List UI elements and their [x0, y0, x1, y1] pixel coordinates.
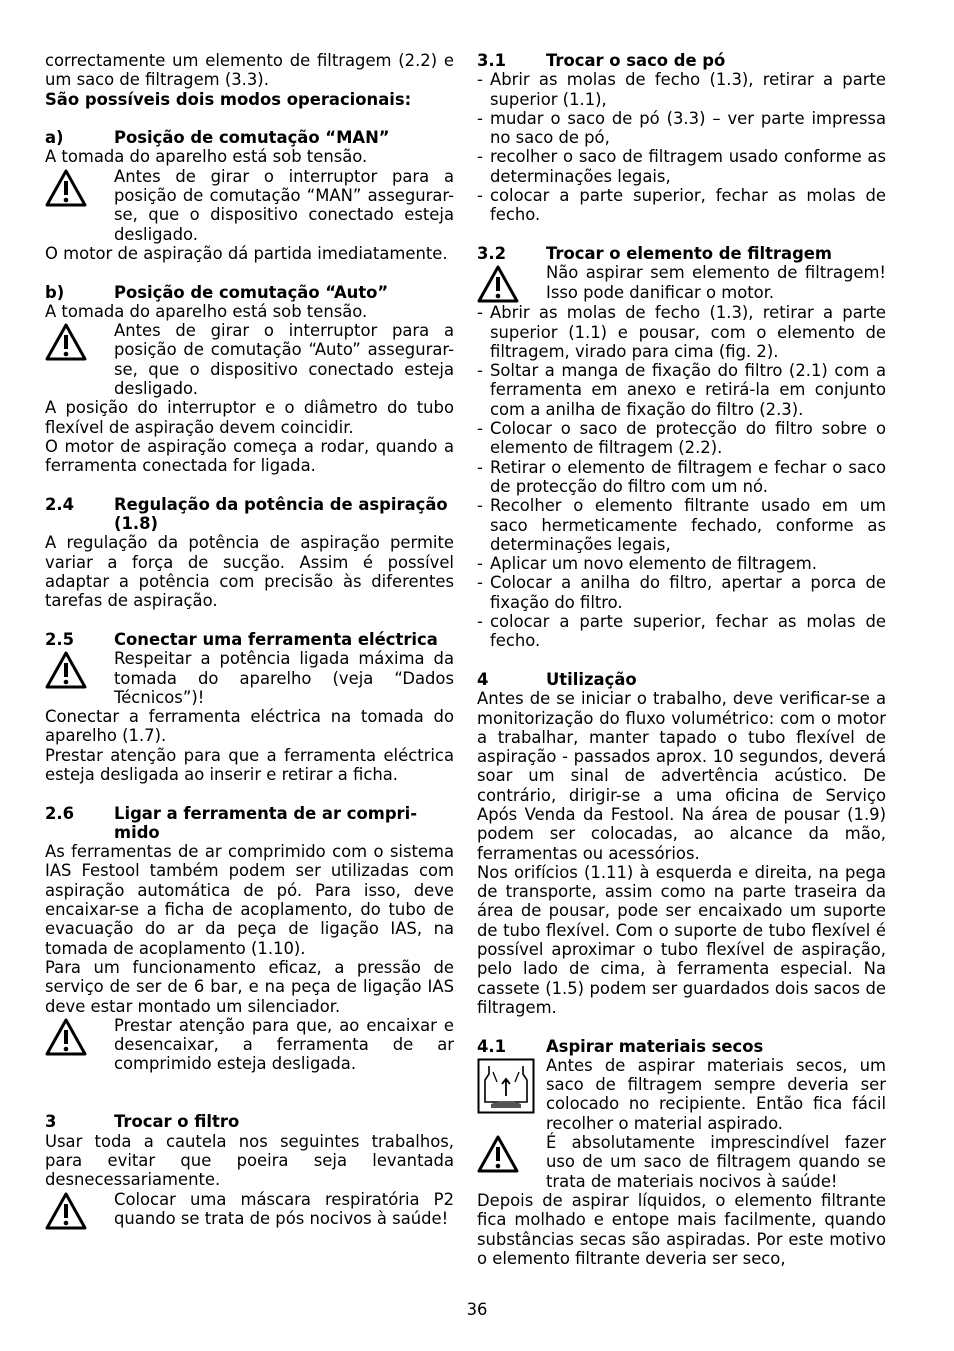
filter-bag-icon	[477, 1056, 546, 1114]
right-column	[477, 51, 886, 1268]
list-item: - colocar a parte superior, fechar as molas de fecho.	[477, 186, 886, 225]
heading-4-title: Utilização	[546, 669, 637, 689]
b-line: A tomada do aparelho está sob tensão.	[45, 301, 368, 321]
heading-2-5-title: Conectar uma ferramenta eléctrica	[114, 629, 438, 649]
heading-2-5-number: 2.5	[45, 629, 75, 649]
heading-2-6	[45, 804, 454, 843]
section-2-5-text-1: Conectar a ferramenta eléctrica na tomada do aparelho (1.7).	[45, 707, 454, 746]
section-3-text: Usar toda a cautela nos seguintes trabalhos, para evitar que poeira seja levantada desnecessariamente.	[45, 1131, 454, 1190]
warning-text-2-5: Respeitar a potência ligada máxima da tomada do aparelho (veja “Dados Técnicos”)!	[114, 649, 454, 707]
heading-4-1	[477, 1037, 886, 1056]
left-column	[45, 51, 454, 1230]
heading-3-title: Trocar o filtro	[114, 1112, 240, 1132]
list-3-1	[477, 70, 886, 224]
list-item: - Abrir as molas de fecho (1.3), retirar a parte superior (1.1),	[477, 70, 886, 109]
heading-3-2	[477, 244, 886, 263]
dash: -	[477, 70, 483, 90]
heading-3-1	[477, 51, 886, 70]
heading-2-5	[45, 630, 454, 649]
list-item: - colocar a parte superior, fechar as molas de fecho.	[477, 612, 886, 651]
section-2-4-text: A regulação da potência de aspiração permite variar a força de sucção. Assim é possível adaptar a potência com precisão às diferentes tarefas de aspiração.	[45, 533, 454, 611]
intro-text: correctamente um elemento de filtragem (2.2) e um saco de filtragem (3.3).	[45, 51, 454, 90]
section-2-5-text-2: Prestar atenção para que a ferramenta eléctrica esteja desligada ao inserir e retirar a ficha.	[45, 745, 454, 784]
heading-b	[45, 283, 454, 302]
dash: -	[477, 361, 483, 381]
dash: -	[477, 303, 483, 323]
heading-4-1-number: 4.1	[477, 1036, 507, 1056]
heading-2-6-number: 2.6	[45, 803, 75, 823]
heading-3-2-title: Trocar o elemento de filtragem	[546, 243, 833, 263]
warning-text-4-1: É absolutamente imprescindível fazer uso de um saco de filtragem quando se trata de materiais nocivos à saúde!	[546, 1133, 886, 1191]
list-item: - Soltar a manga de fixação do filtro (2.1) com a ferramenta em anexo e retirá-la em conjunto com a anilha de fixação do filtro (2.3).	[477, 361, 886, 419]
heading-a-title: Posição de comutação “MAN”	[114, 128, 390, 148]
list-item: - Recolher o elemento filtrante usado em um saco hermeticamente fechado, conforme as determinações legais,	[477, 496, 886, 554]
dash: -	[477, 419, 483, 439]
warning-icon	[477, 1133, 546, 1173]
heading-4-number: 4	[477, 669, 489, 689]
page-number: 36	[466, 1300, 488, 1319]
list-item: - mudar o saco de pó (3.3) – ver parte impressa no saco de pó,	[477, 108, 886, 148]
heading-a-number: a)	[45, 128, 64, 148]
section-4-text-1: Antes de se iniciar o trabalho, deve verificar-se a monitorização do fluxo volumétrico: com o motor a trabalhar, manter tapado o tubo flexível de aspiração - passados aprox. 10 segundos, deverá soar um sinal de advertência acústico. De contrário, dirigir-se a uma oficina de Serviço Após Venda da Festool. Na área de pousar (1.9) podem ser colocadas, ao alcance da mão, ferramentas ou acessórios.	[477, 689, 886, 863]
section-2-6-text-2: Para um funcionamento eficaz, a pressão de serviço de ser de 6 bar, e na peça de ligação IAS deve estar montado um silenciador.	[45, 957, 454, 1016]
heading-3-2-number: 3.2	[477, 243, 507, 263]
list-item: - Retirar o elemento de filtragem e fechar o saco de protecção do filtro com um nó.	[477, 457, 886, 496]
warning-text-3: Colocar uma máscara respiratória P2 quando se trata de pós nocivos à saúde!	[114, 1189, 454, 1228]
list-item: - Colocar a anilha do filtro, apertar a porca de fixação do filtro.	[477, 573, 886, 612]
list-item: - Colocar o saco de protecção do filtro sobre o elemento de filtragem (2.2).	[477, 419, 886, 458]
section-4-1-text: Depois de aspirar líquidos, o elemento filtrante fica molhado e entope mais facilmente, quando substâncias secas são aspiradas. Por este motivo o elemento filtrante deveria ser seco,	[477, 1190, 886, 1268]
warning-icon	[45, 1016, 114, 1056]
warning-block-a	[45, 167, 454, 244]
b-after-2: O motor de aspiração começa a rodar, quando a ferramenta conectada for ligada.	[45, 436, 454, 476]
list-item: - Aplicar um novo elemento de filtragem.	[477, 554, 817, 574]
warning-icon	[45, 649, 114, 689]
heading-4	[477, 670, 886, 689]
warning-icon	[45, 1190, 114, 1230]
heading-b-number: b)	[45, 282, 65, 302]
a-after: O motor de aspiração dá partida imediatamente.	[45, 243, 448, 263]
heading-b-title: Posição de comutação “Auto”	[114, 282, 389, 302]
heading-2-4	[45, 495, 454, 534]
dash: -	[477, 147, 483, 167]
info-text-4-1: Antes de aspirar materiais secos, um saco de filtragem sempre deveria ser colocado no recipiente. Então fica fácil recolher o material aspirado.	[546, 1055, 886, 1133]
warning-text-a: Antes de girar o interruptor para a posição de comutação “MAN” assegurar-se, que o dispositivo conectado esteja desligado.	[114, 166, 454, 244]
heading-2-4-title: Regulação da potência de aspiração (1.8)	[114, 494, 448, 534]
warning-block-2-5	[45, 649, 454, 707]
warning-block-3	[45, 1190, 454, 1230]
list-3-2	[477, 303, 886, 650]
warning-icon	[477, 263, 546, 303]
section-2-6-text-1: As ferramentas de ar comprimido com o sistema IAS Festool também podem ser utilizadas com aspiração automática de pó. Para isso, deve encaixar-se a ficha de acoplamento, do tubo de evacuação do ar da peça de ligação IAS, na tomada de acoplamento (1.10).	[45, 842, 454, 958]
heading-3-1-number: 3.1	[477, 51, 507, 70]
section-4-text-2: Nos orifícios (1.11) à esquerda e direita, na pega de transporte, assim como na parte traseira da área de pousar, pode ser encaixado um suporte de tubo flexível. Com o suporte de tubo flexível é possível aproximar o tubo flexível de aspiração, pelo lado de cima, à ferramenta especial. Na cassete (1.5) podem ser guardados dois sacos de filtragem.	[477, 862, 886, 1017]
warning-text-2-6: Prestar atenção para que, ao encaixar e desencaixar, a ferramenta de ar comprimido esteja desligada.	[114, 1015, 454, 1074]
heading-a	[45, 128, 454, 147]
heading-2-6-title: Ligar a ferramenta de ar compri-mido	[114, 803, 418, 842]
list-item: - Abrir as molas de fecho (1.3), retirar a parte superior (1.1) e pousar, com o elemento de filtragem, virado para cima (fig. 2).	[477, 303, 886, 361]
dash: -	[477, 554, 483, 574]
warning-text-3-2: Não aspirar sem elemento de filtragem! Isso pode danificar o motor.	[546, 263, 886, 302]
warning-text-b: Antes de girar o interruptor para a posição de comutação “Auto” assegurar-se, que o dispositivo conectado esteja desligado.	[114, 321, 454, 399]
heading-4-1-title: Aspirar materiais secos	[546, 1036, 764, 1056]
dash: -	[477, 457, 483, 477]
warning-block-3-2	[477, 263, 886, 303]
a-line: A tomada do aparelho está sob tensão.	[45, 147, 368, 167]
warning-block-2-6	[45, 1016, 454, 1074]
modes-heading: São possíveis dois modos operacionais:	[45, 89, 412, 109]
warning-block-4-1	[477, 1133, 886, 1191]
dash: -	[477, 573, 483, 593]
dash: -	[477, 612, 483, 632]
heading-3-1-title: Trocar o saco de pó	[546, 51, 726, 70]
b-after-1: A posição do interruptor e o diâmetro do tubo flexível de aspiração devem coincidir.	[45, 398, 454, 437]
warning-icon	[45, 167, 114, 207]
dash: -	[477, 186, 483, 206]
heading-3	[45, 1112, 454, 1131]
heading-2-4-number: 2.4	[45, 494, 75, 514]
warning-icon	[45, 321, 114, 361]
info-block-4-1	[477, 1056, 886, 1133]
dash: -	[477, 108, 483, 128]
warning-block-b	[45, 321, 454, 398]
dash: -	[477, 496, 483, 516]
list-item: - recolher o saco de filtragem usado conforme as determinações legais,	[477, 147, 886, 186]
heading-3-number: 3	[45, 1112, 57, 1132]
